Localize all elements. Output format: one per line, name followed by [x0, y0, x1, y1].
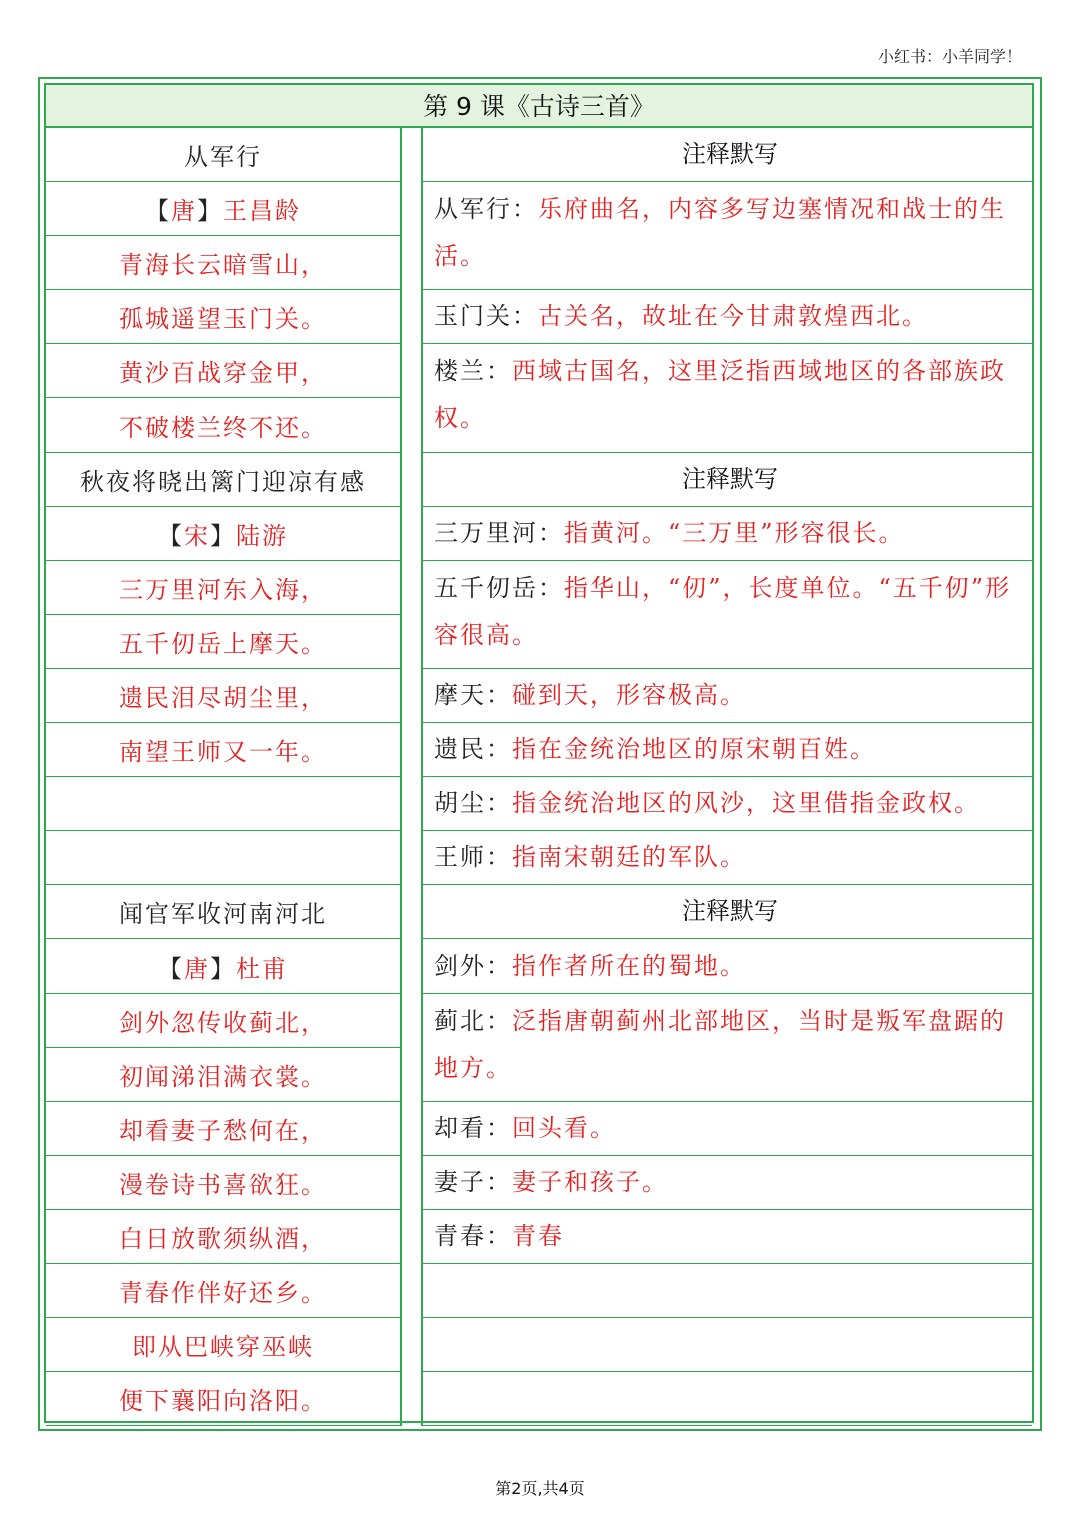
poem-author	[46, 507, 400, 561]
note-text: 西域古国名，这里泛指西域地区的各部族政权。	[434, 357, 1006, 433]
note-text: 乐府曲名，内容多写边塞情况和战士的生活。	[434, 195, 1006, 271]
note-entry	[422, 831, 1032, 885]
note-entry	[422, 723, 1032, 777]
note-entry	[422, 777, 1032, 831]
poet-name: 陆游	[236, 521, 288, 550]
poem-line: 漫卷诗书喜欲狂。	[46, 1156, 400, 1210]
poem-line: 青海长云暗雪山，	[46, 236, 400, 290]
column-divider-left	[400, 128, 402, 1426]
note-term: 摩天：	[434, 681, 512, 710]
poem-line: 黄沙百战穿金甲，	[46, 344, 400, 398]
note-entry	[422, 1210, 1032, 1264]
note-term: 楼兰：	[434, 357, 512, 386]
bracket-open: 【	[158, 954, 184, 983]
note-text: 指南宋朝廷的军队。	[512, 843, 746, 872]
poem-line: 不破楼兰终不还。	[46, 399, 400, 453]
bracket-close: 】	[197, 197, 223, 226]
poem-line: 却看妻子愁何在，	[46, 1102, 400, 1156]
note-term: 五千仞岳：	[434, 573, 564, 602]
bracket-close: 】	[210, 954, 236, 983]
page-footer: 第2页,共4页	[495, 1479, 585, 1498]
note-entry	[422, 507, 1032, 561]
note-term: 剑外：	[434, 951, 512, 980]
empty-note	[422, 1264, 1032, 1318]
lesson-title: 第 9 课《古诗三首》	[46, 85, 1032, 128]
poem-line: 初闻涕泪满衣裳。	[46, 1048, 400, 1102]
note-term: 玉门关：	[434, 302, 538, 331]
note-term: 王师：	[434, 843, 512, 872]
poem-line: 即从巴峡穿巫峡	[46, 1318, 400, 1372]
dynasty: 宋	[184, 521, 210, 550]
note-text: 妻子和孩子。	[512, 1167, 668, 1196]
notes-heading: 注释默写	[422, 453, 1032, 507]
header-note: 小红书：小羊同学！	[877, 47, 1022, 66]
poem-line: 遗民泪尽胡尘里，	[46, 669, 400, 723]
poem-line: 青春作伴好还乡。	[46, 1264, 400, 1318]
poem-line: 南望王师又一年。	[46, 723, 400, 777]
poem-line: 孤城遥望玉门关。	[46, 290, 400, 344]
bracket-open: 【	[145, 197, 171, 226]
note-term: 三万里河：	[434, 518, 564, 547]
note-term: 胡尘：	[434, 789, 512, 818]
bracket-close: 】	[210, 521, 236, 550]
poem-author	[46, 940, 400, 994]
poet-name: 王昌龄	[223, 197, 301, 226]
note-text: 指在金统治地区的原宋朝百姓。	[512, 735, 876, 764]
dynasty: 唐	[184, 954, 210, 983]
poet-name: 杜甫	[236, 954, 288, 983]
note-entry	[422, 1102, 1032, 1156]
note-text: 指金统治地区的风沙，这里借指金政权。	[512, 789, 980, 818]
note-text: 回头看。	[512, 1113, 616, 1142]
note-term: 遗民：	[434, 735, 512, 764]
note-term: 青春：	[434, 1222, 512, 1251]
poem-line: 五千仞岳上摩天。	[46, 615, 400, 669]
note-text: 泛指唐朝蓟州北部地区，当时是叛军盘踞的地方。	[434, 1006, 1006, 1082]
note-entry	[422, 994, 1032, 1102]
note-entry	[422, 1156, 1032, 1210]
note-term: 却看：	[434, 1113, 512, 1142]
note-term: 蓟北：	[434, 1006, 512, 1035]
poem-line: 三万里河东入海，	[46, 561, 400, 615]
note-text: 古关名，故址在今甘肃敦煌西北。	[538, 302, 928, 331]
poem-author	[46, 182, 400, 236]
note-text: 指华山，“仞”，长度单位。“五千仞”形容很高。	[434, 573, 1012, 649]
notes-heading: 注释默写	[422, 128, 1032, 182]
poem-line: 便下襄阳向洛阳。	[46, 1372, 400, 1426]
empty-cell	[46, 831, 400, 885]
note-text: 碰到天，形容极高。	[512, 681, 746, 710]
poem-title: 秋夜将晓出篱门迎凉有感	[46, 453, 400, 507]
empty-note	[422, 1372, 1032, 1426]
note-entry	[422, 940, 1032, 994]
bracket-open: 【	[158, 521, 184, 550]
note-term: 从军行：	[434, 195, 538, 224]
dynasty: 唐	[171, 197, 197, 226]
note-text: 指黄河。“三万里”形容很长。	[564, 518, 905, 547]
poem-title: 从军行	[46, 128, 400, 182]
note-entry	[422, 344, 1032, 452]
poem-line: 剑外忽传收蓟北，	[46, 994, 400, 1048]
note-text: 指作者所在的蜀地。	[512, 951, 746, 980]
note-entry	[422, 561, 1032, 669]
poem-title: 闻官军收河南河北	[46, 885, 400, 939]
note-entry	[422, 290, 1032, 344]
note-text: 青春	[512, 1222, 564, 1251]
poem-line: 白日放歌须纵酒，	[46, 1210, 400, 1264]
note-entry	[422, 182, 1032, 290]
empty-note	[422, 1318, 1032, 1372]
note-entry	[422, 669, 1032, 723]
notes-heading: 注释默写	[422, 885, 1032, 939]
empty-cell	[46, 777, 400, 831]
note-term: 妻子：	[434, 1167, 512, 1196]
